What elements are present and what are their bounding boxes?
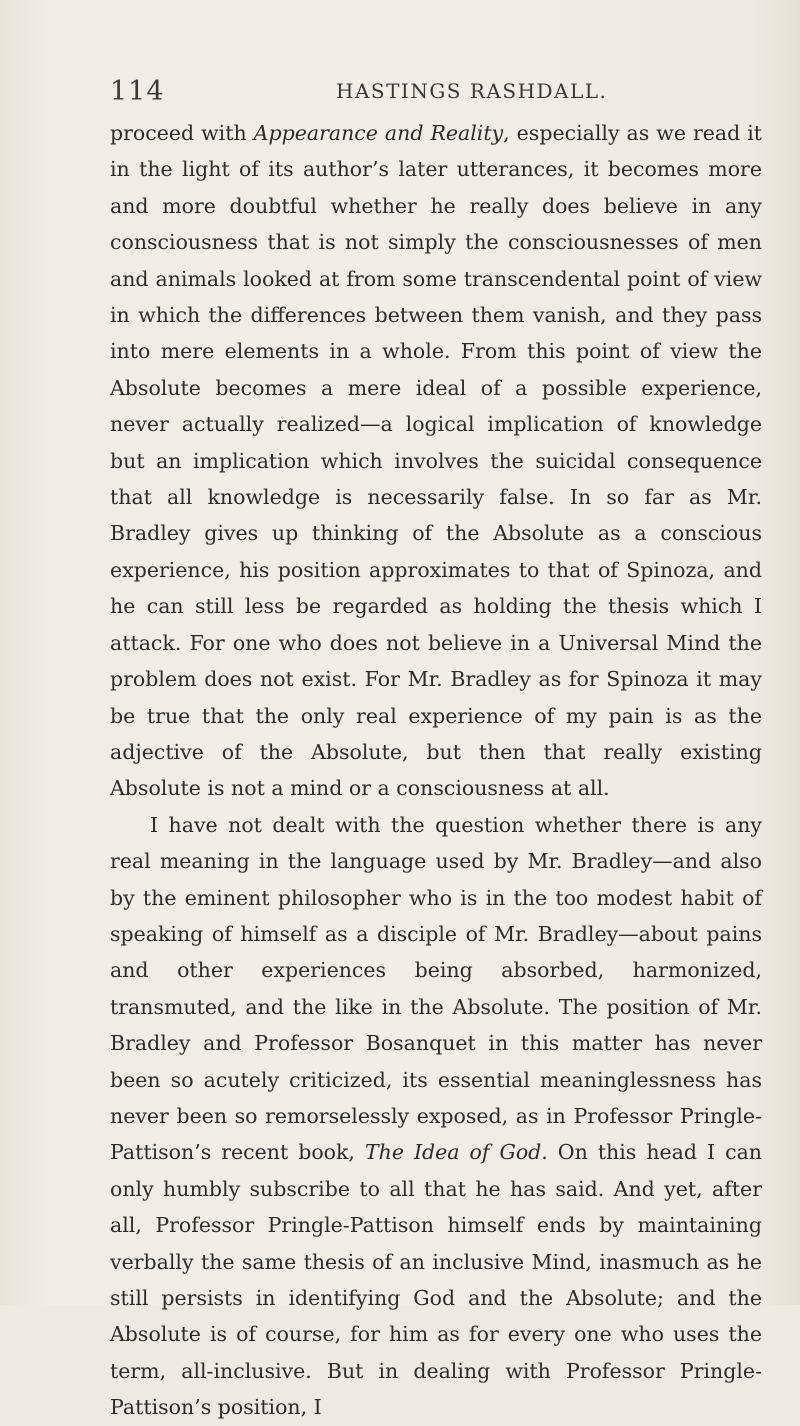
body-text bbox=[110, 115, 762, 1426]
paragraph-2 bbox=[110, 807, 762, 1426]
page-header bbox=[110, 76, 760, 116]
paragraph-1 bbox=[110, 115, 762, 807]
page-number: 114 bbox=[110, 76, 165, 107]
book-title-appearance-and-reality: Appearance and Reality bbox=[253, 121, 504, 145]
paragraph-2-text-cont: . On this head I can only humbly subscribe to all that he has said. And yet, after all, Professor Pringle-Pattison himself ends by maintaining verbally the same thesis of an inclusive Mind, inasmuch as he still persists in identifying God and the Absolute; and the Absolute is of course, for him as for every one who uses the term, all-inclusive. But in dealing with Professor Pringle-Pattison’s position, I bbox=[110, 1140, 762, 1420]
paragraph-2-text: I have not dealt with the question whether there is any real meaning in the language used by Mr. Bradley—and also by the eminent philosopher who is in the too modest habit of speaking of himself as a disciple of Mr. Bradley—about pains and other experiences being absorbed, harmonized, transmuted, and the like in the Absolute. The position of Mr. Bradley and Professor Bosanquet in this matter has never been so acutely criticized, its essential meaninglessness has never been so remorselessly exposed, as in Professor Pringle-Pattison’s recent book, bbox=[110, 812, 762, 1165]
book-title-idea-of-god: The Idea of God bbox=[364, 1140, 542, 1165]
paragraph-1-text: proceed with bbox=[110, 121, 254, 145]
paragraph-1-text-cont: , especially as we read it in the light of its author’s later utterances, it becomes more and more doubtful whether he really does believe in any consciousness that is not simply the consciousnesses of men and animals looked at from some transcendental point of view in which the differences between them vanish, and they pass into mere elements in a whole. From this point of view the Absolute becomes a mere ideal of a possible experience, never actually realized—a logical implication of knowledge but an implication which involves the suicidal consequence that all knowledge is necessarily false. In so far as Mr. Bradley gives up thinking of the Absolute as a conscious experience, his position approximates to that of Spinoza, and he can still less be regarded as holding the thesis which I attack. For one who does not believe in a Universal Mind the problem does not exist. For Mr. Bradley as for Spinoza it may be true that the only real experience of my pain is as the adjective of the Absolute, but then that really existing Absolute is not a mind or a consciousness at all. bbox=[110, 121, 763, 801]
running-head: HASTINGS RASHDALL. bbox=[336, 79, 608, 103]
